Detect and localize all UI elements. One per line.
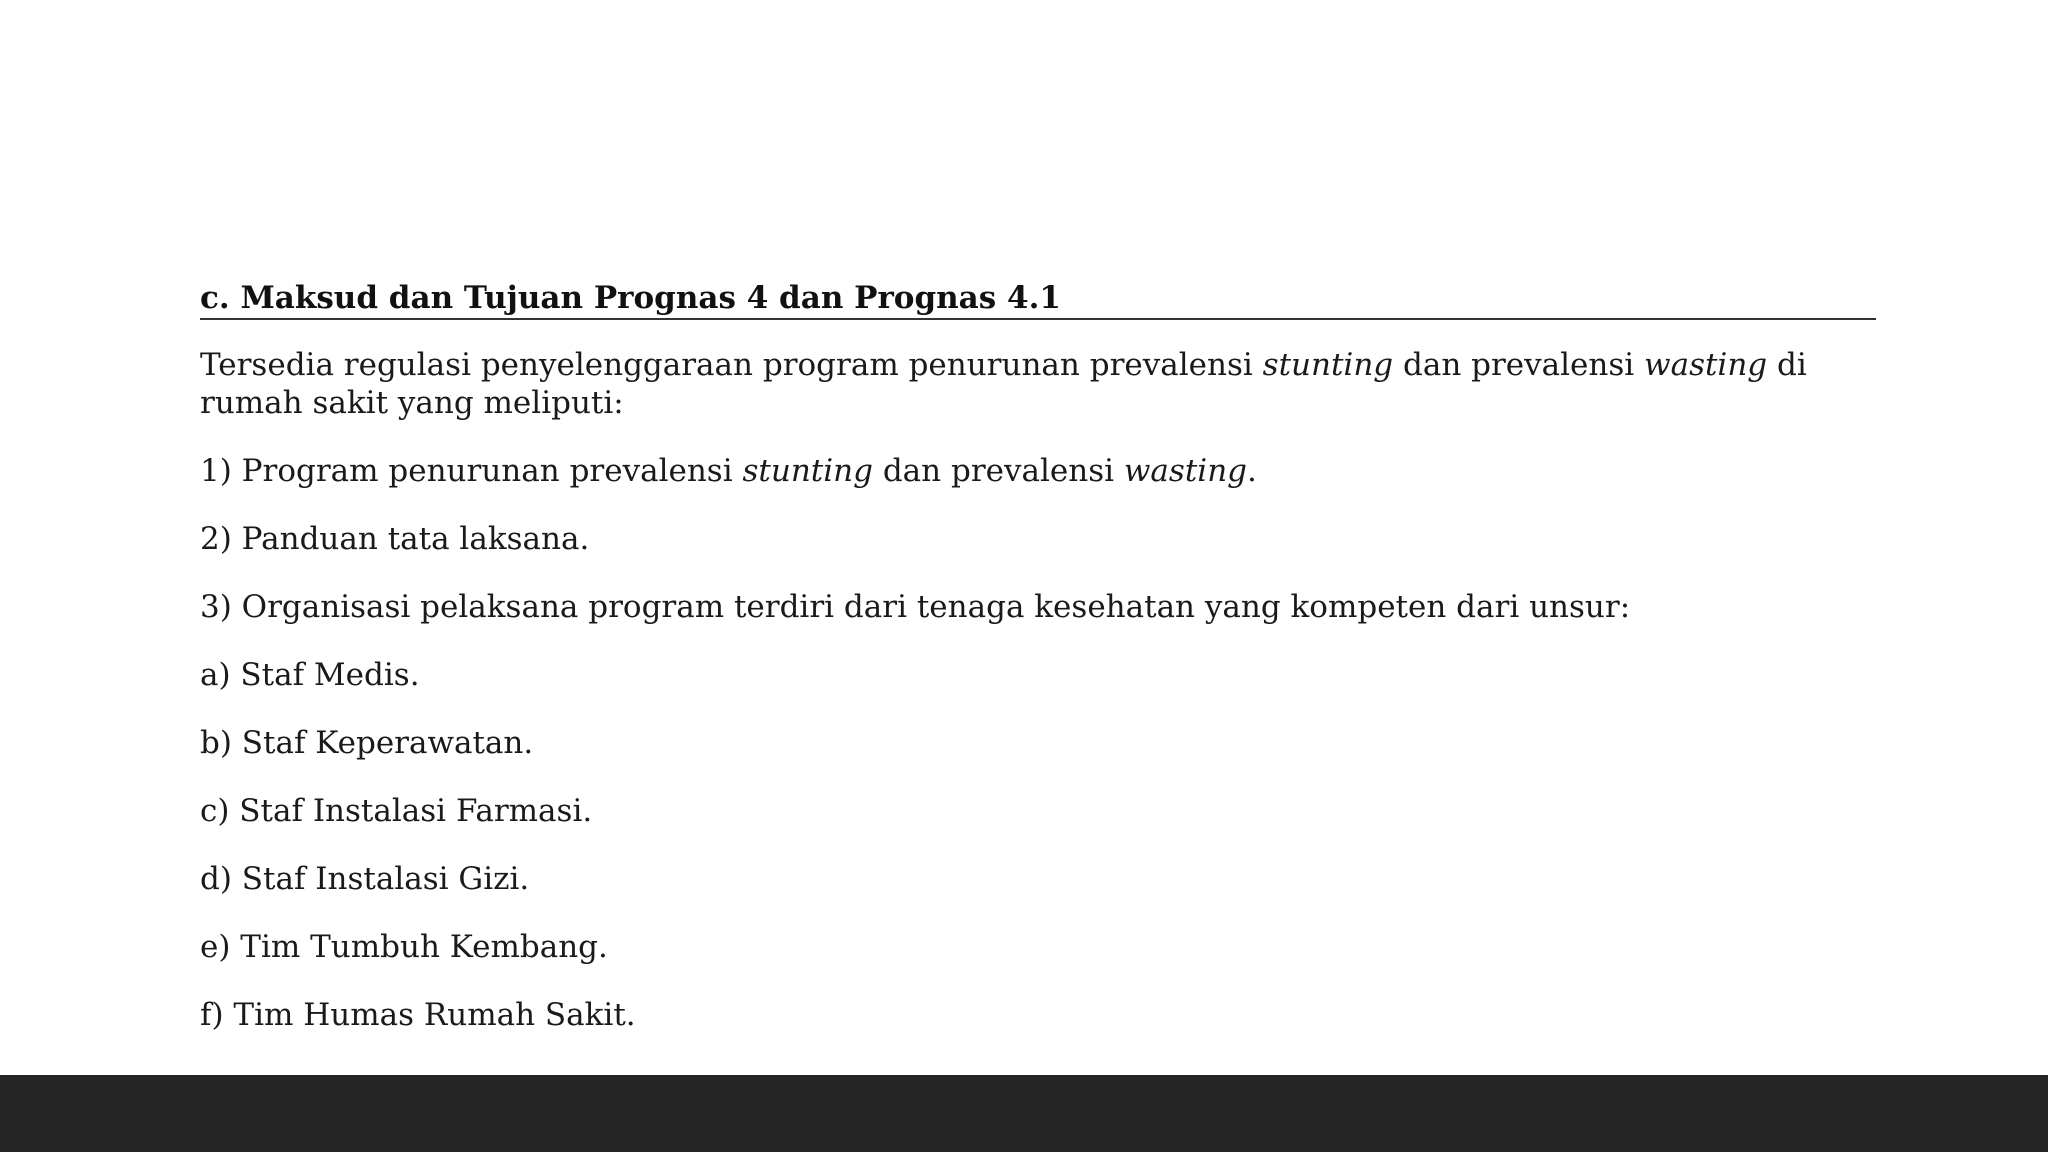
item1-text-1: 1) Program penurunan prevalensi: [200, 453, 743, 489]
list-item-d: d) Staf Instalasi Gizi.: [200, 861, 530, 897]
item1-text-2: dan prevalensi: [872, 453, 1124, 489]
list-item-a: a) Staf Medis.: [200, 657, 420, 693]
list-item-3: 3) Organisasi pelaksana program terdiri dari tenaga kesehatan yang kompeten dari unsur:: [200, 589, 1631, 625]
item1-text-3: .: [1247, 453, 1257, 489]
content-area: [200, 278, 1876, 1034]
list-item-c: c) Staf Instalasi Farmasi.: [200, 793, 593, 829]
footer-bar: [0, 1075, 2048, 1152]
list-item-2: 2) Panduan tata laksana.: [200, 521, 590, 557]
intro-text-1: Tersedia regulasi penyelenggaraan program penurunan prevalensi: [200, 347, 1263, 383]
intro-text-3: di rumah sakit yang meliputi:: [200, 347, 1807, 421]
intro-term-stunting: stunting: [1262, 347, 1394, 383]
list-item-b: b) Staf Keperawatan.: [200, 725, 534, 761]
item1-term-wasting: wasting: [1123, 453, 1247, 489]
list-item-f: f) Tim Humas Rumah Sakit.: [200, 997, 636, 1033]
list-item-1: [200, 452, 1876, 490]
intro-paragraph: [200, 346, 1876, 422]
intro-term-wasting: wasting: [1644, 347, 1768, 383]
list-item-e: e) Tim Tumbuh Kembang.: [200, 929, 608, 965]
item1-term-stunting: stunting: [742, 453, 873, 489]
section-heading: c. Maksud dan Tujuan Prognas 4 dan Prognas 4.1: [200, 278, 1876, 320]
intro-text-2: dan prevalensi: [1393, 347, 1645, 383]
